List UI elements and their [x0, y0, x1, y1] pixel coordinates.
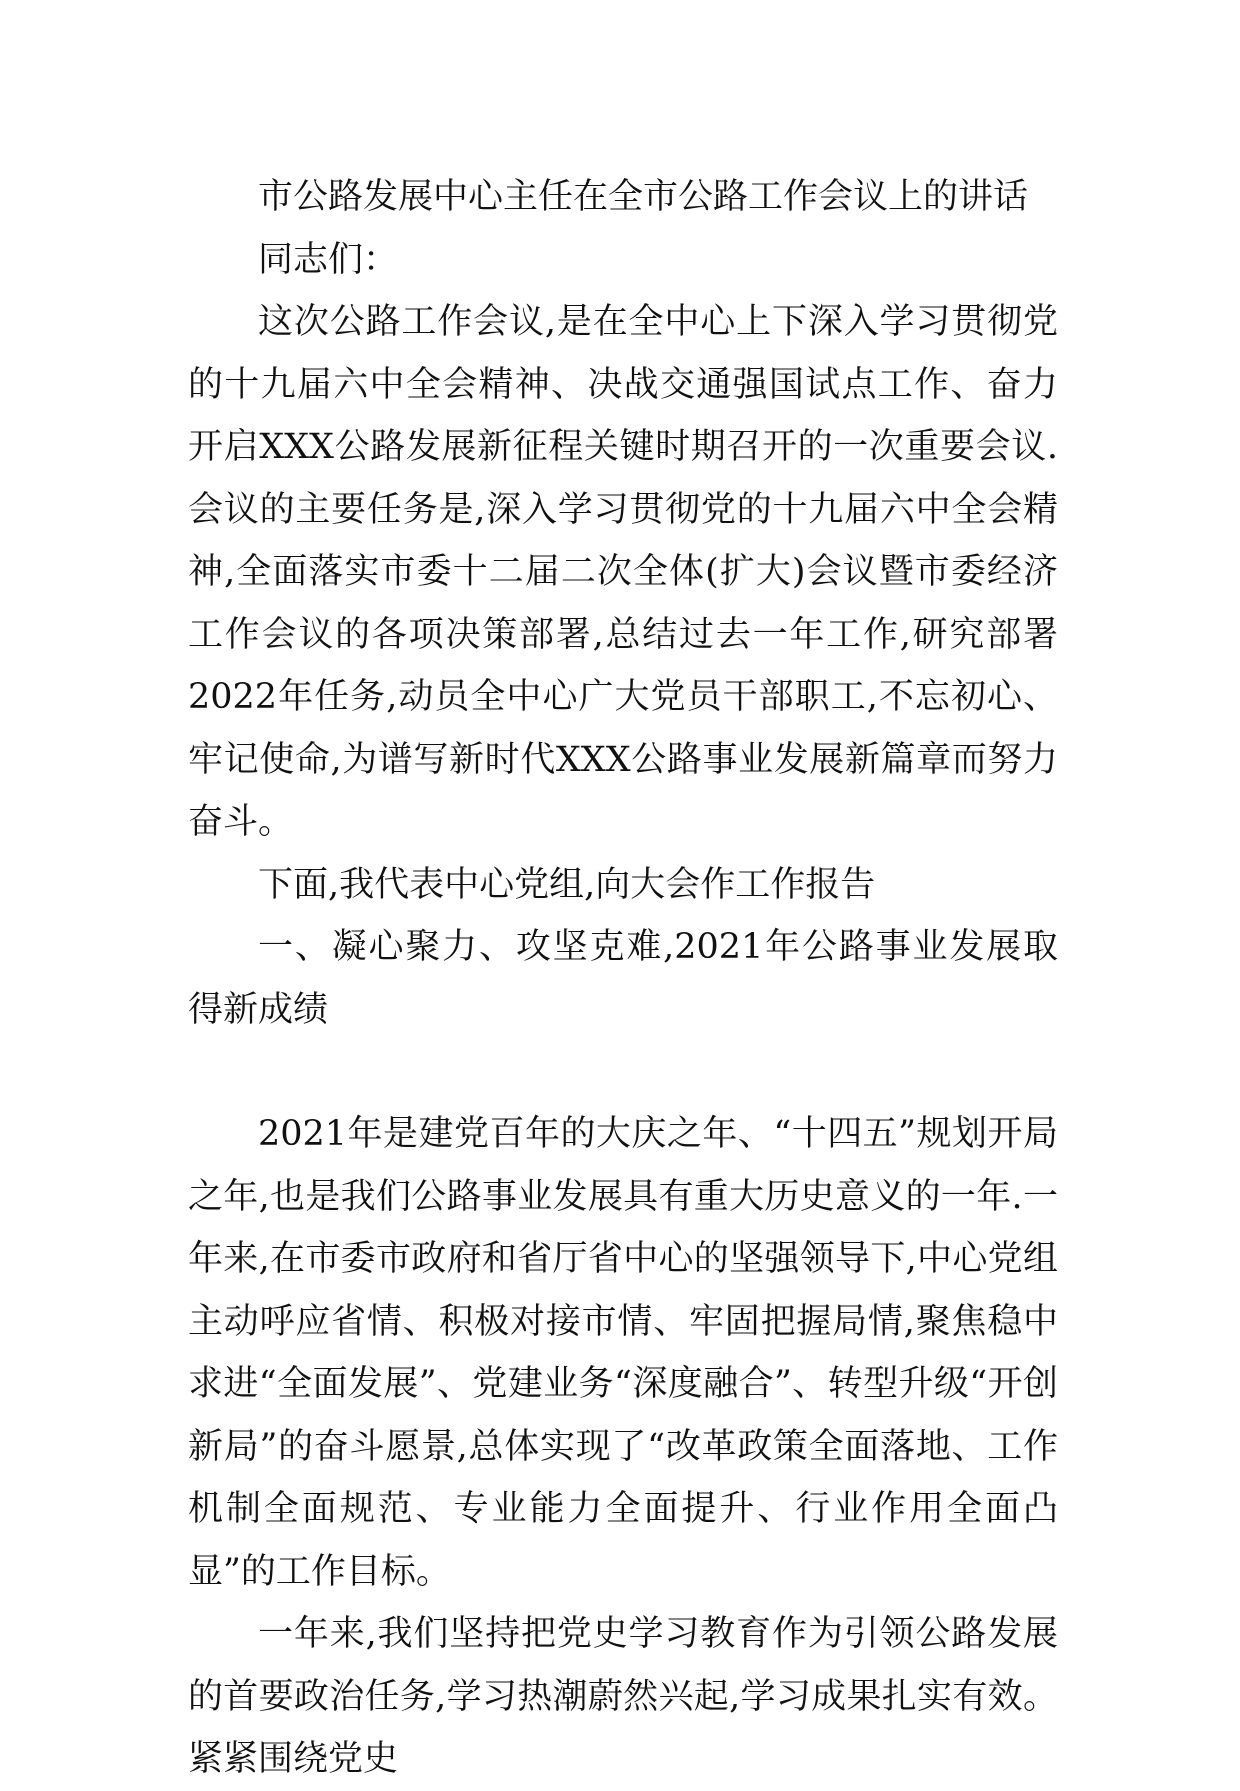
- document-title: 市公路发展中心主任在全市公路工作会议上的讲话: [258, 177, 1029, 217]
- paragraph: 这次公路工作会议,是在全中心上下深入学习贯彻党的十九届六中全会精神、决战交通强国试点工作、奋力开启XXX公路发展新征程关键时期召开的一次重要会议.会议的主要任务是,深入学习贯彻党的十九届六中全会精神,全面落实市委十二届二次全体(扩大)会议暨市委经济工作会议的各项决策部署,总结过去一年工作,研究部署2022年任务,动员全中心广大党员干部职工,不忘初心、牢记使命,为谱写新时代XXX公路事业发展新篇章而努力奋斗。: [188, 302, 1058, 842]
- document-body: [188, 166, 1058, 1791]
- blank-line: [188, 1041, 1058, 1103]
- section-heading: 一、凝心聚力、攻坚克难,2021年公路事业发展取得新成绩: [188, 927, 1058, 1030]
- paragraph: 一年来,我们坚持把党史学习教育作为引领公路发展的首要政治任务,学习热潮蔚然兴起,学习成果扎实有效。紧紧围绕党史: [188, 1614, 1058, 1779]
- salutation: 同志们：: [258, 239, 399, 280]
- paragraph: 2021年是建党百年的大庆之年、“十四五”规划开局之年,也是我们公路事业发展具有重大历史意义的一年.一年来,在市委市政府和省厅省中心的坚强领导下,中心党组主动呼应省情、积极对接市情、牢固把握局情,聚焦稳中求进“全面发展”、党建业务“深度融合”、转型升级“开创新局”的奋斗愿景,总体实现了“改革政策全面落地、工作机制全面规范、专业能力全面提升、行业作用全面凸显”的工作目标。: [188, 1114, 1058, 1592]
- paragraph: 下面,我代表中心党组,向大会作工作报告: [258, 864, 876, 905]
